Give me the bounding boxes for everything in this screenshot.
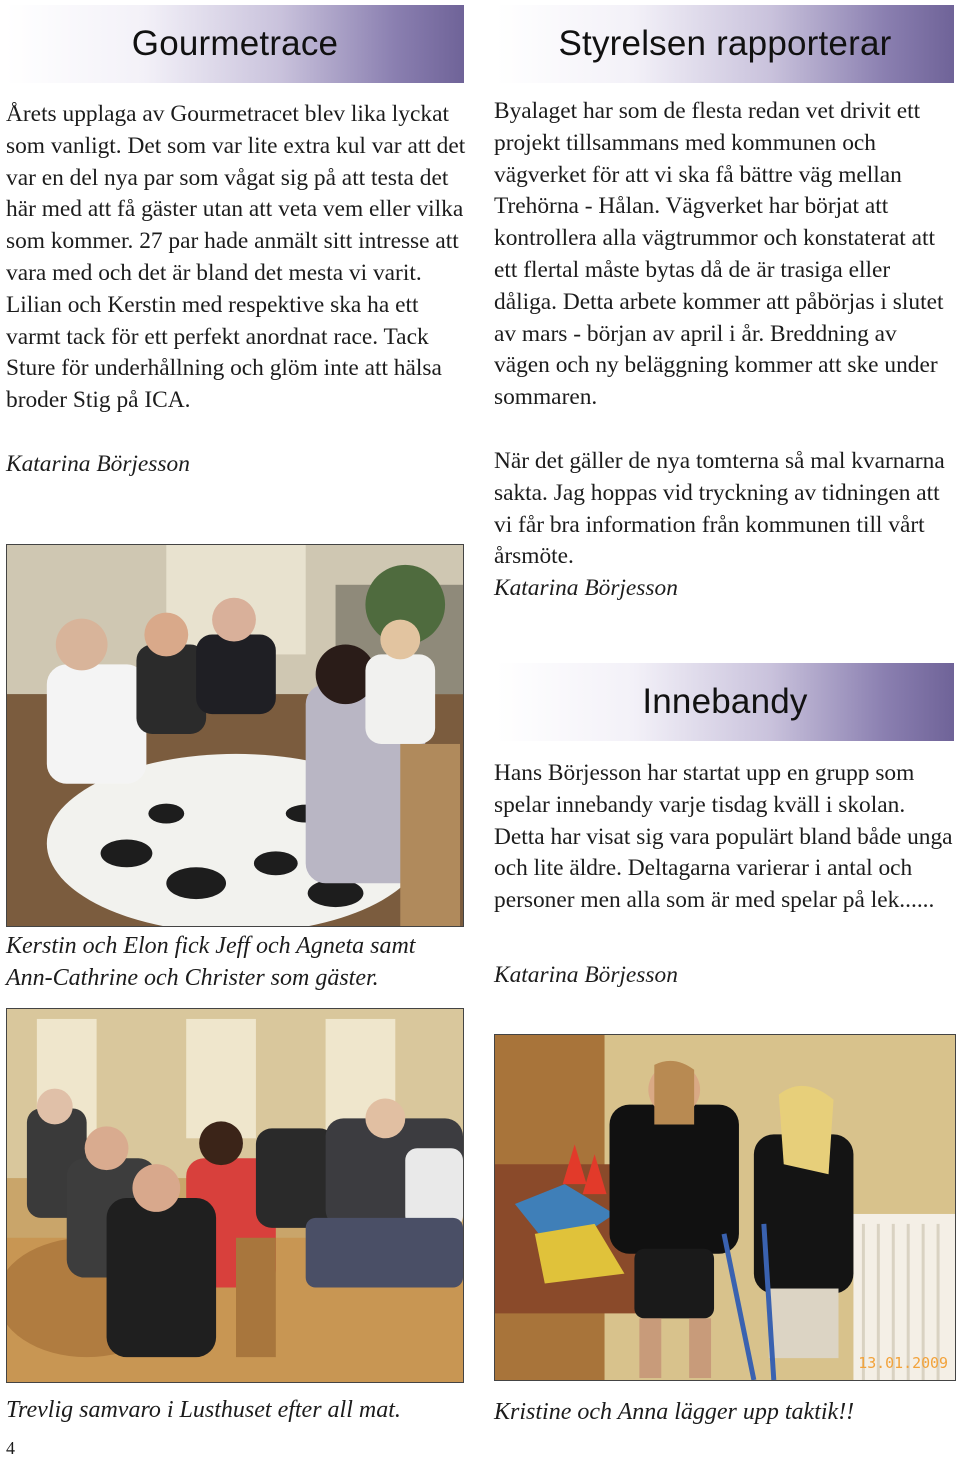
styrelsen-signature: Katarina Börjesson bbox=[494, 575, 678, 602]
gourmetrace-banner bbox=[6, 5, 464, 83]
gourmetrace-article bbox=[6, 99, 466, 481]
innebandy-article bbox=[494, 758, 958, 992]
dinner-party-photo bbox=[6, 544, 464, 927]
innebandy-photo-caption: Kristine och Anna lägger upp taktik!! bbox=[494, 1399, 855, 1425]
page-number: 4 bbox=[6, 1438, 15, 1458]
innebandy-heading: Innebandy bbox=[642, 682, 808, 721]
gourmetrace-body: Årets upplaga av Gourmetracet blev lika lyckat som vanligt. Det som var lite extra kul var att det var en del nya par som vågat sig på att testa det här med att få gäster utan att veta vem eller vilka som kommer. 27 par hade anmält sitt intresse att vara med och det är bland det mesta vi varit. Lilian och Kerstin med respektive ska ha ett varmt tack för ett perfekt anordnat race. Tack Sture för underhållning och glöm inte att hälsa broder Stig på ICA. bbox=[6, 101, 466, 414]
styrelsen-paragraph-1: Byalaget har som de flesta redan vet drivit ett projekt tillsammans med kommunen och vägverket för att vi ska få bättre väg mellan Trehörna - Hålan. Vägverket har börjat att kontrollera alla vägtrummor och konstaterat att ett flertal måste bytas då de är trasiga eller dåliga. Detta arbete kommer att påbörjas i slutet av mars - början av april i år. Breddning av vägen och ny beläggning kommer att ske under sommaren. bbox=[494, 98, 944, 411]
lusthuset-image bbox=[7, 1009, 463, 1382]
styrelsen-paragraph-2: När det gäller de nya tomterna så mal kvarnarna sakta. Jag hoppas vid tryckning av tidningen att vi får bra information från kommunen till vårt årsmöte. bbox=[494, 447, 945, 570]
dinner-party-image bbox=[7, 545, 463, 926]
innebandy-photo bbox=[494, 1034, 956, 1381]
innebandy-body: Hans Börjesson har startat upp en grupp som spelar innebandy varje tisdag kväll i skolan. Detta har visat sig vara populärt bland både unga och lite äldre. Deltagarna varierar i antal och personer men alla som är med spelar på lek...... bbox=[494, 760, 953, 914]
styrelsen-banner bbox=[496, 5, 954, 83]
lusthuset-photo bbox=[6, 1008, 464, 1383]
innebandy-banner bbox=[496, 663, 954, 741]
dinner-photo-caption bbox=[6, 930, 466, 994]
lusthuset-photo-caption: Trevlig samvaro i Lusthuset efter all mat. bbox=[6, 1397, 401, 1423]
styrelsen-article bbox=[494, 96, 958, 605]
dinner-caption-line-1: Kerstin och Elon fick Jeff och Agneta samt bbox=[6, 933, 416, 959]
innebandy-signature: Katarina Börjesson bbox=[494, 961, 678, 988]
gourmetrace-signature: Katarina Börjesson bbox=[6, 450, 190, 477]
gourmetrace-heading: Gourmetrace bbox=[131, 24, 339, 63]
dinner-caption-line-2: Ann-Cathrine och Christer som gäster. bbox=[6, 965, 379, 991]
innebandy-image bbox=[495, 1035, 955, 1380]
styrelsen-heading: Styrelsen rapporterar bbox=[558, 24, 892, 63]
photo-datestamp: 13.01.2009 bbox=[858, 1354, 949, 1373]
